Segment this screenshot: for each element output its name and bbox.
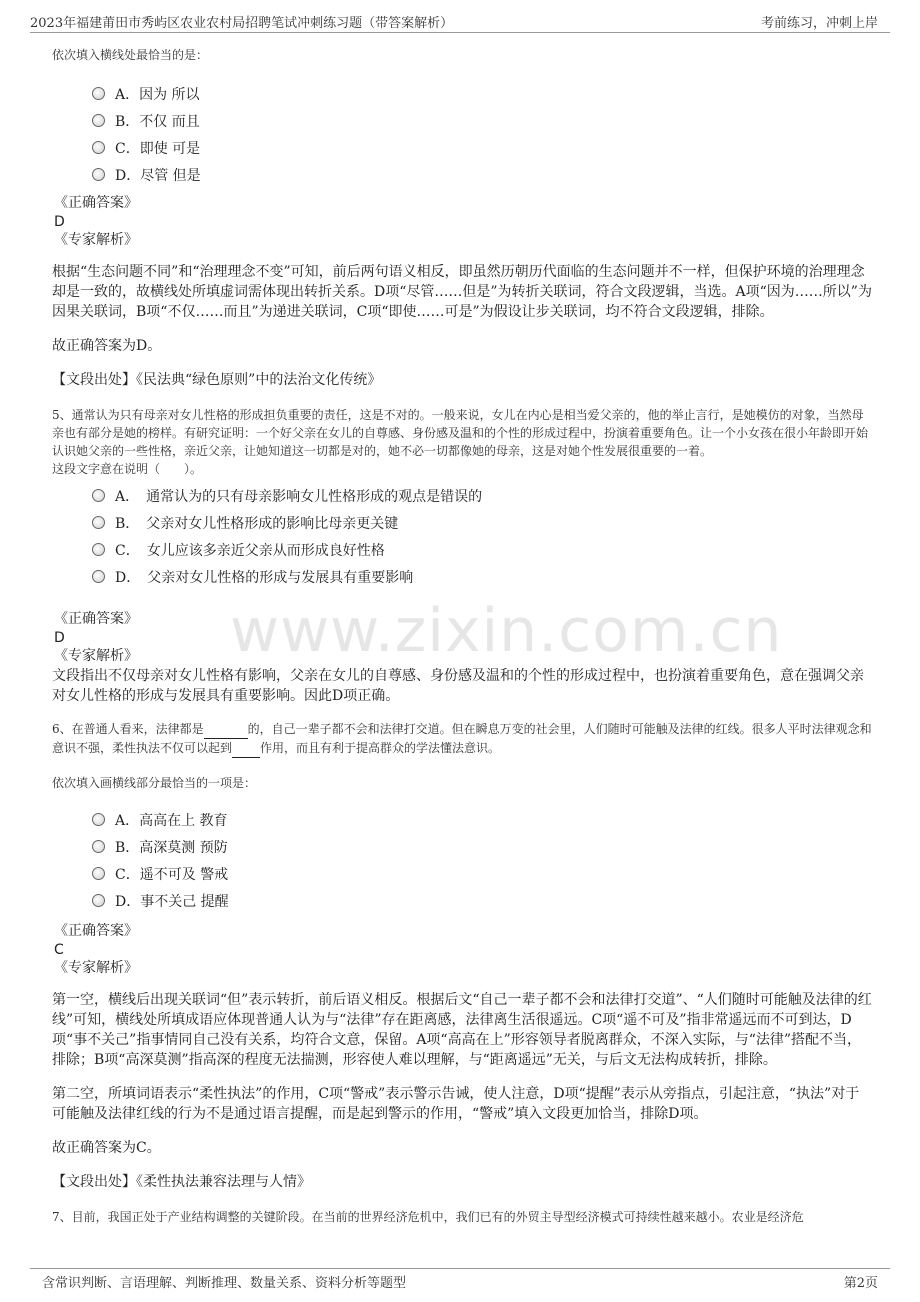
q6-stem-part-1: 6、在普通人看来，法律都是 xyxy=(52,722,204,736)
footer-divider xyxy=(30,1268,890,1269)
q5-answer-label: 《正确答案》 xyxy=(54,611,138,627)
q5-option-a[interactable] xyxy=(52,482,872,509)
q6-option-a[interactable] xyxy=(52,806,872,833)
q6-option-d[interactable] xyxy=(52,887,872,914)
q4-answer: D xyxy=(54,214,65,230)
q6-options xyxy=(52,806,872,914)
option-label: C． 女儿应该多亲近父亲从而形成良好性格 xyxy=(115,542,385,559)
option-label: D． 父亲对女儿性格的形成与发展具有重要影响 xyxy=(115,569,414,586)
header-slogan: 考前练习，冲刺上岸 xyxy=(760,16,878,31)
page-number: 第2页 xyxy=(843,1276,878,1291)
option-label: C．即使 可是 xyxy=(115,140,201,157)
q6-answer-label: 《正确答案》 xyxy=(54,923,138,939)
q4-option-a[interactable] xyxy=(52,80,872,107)
q4-analysis-label: 《专家解析》 xyxy=(54,232,138,248)
watermark: www.zixin.com.cn xyxy=(230,596,783,666)
q6-stem-part-3: 作用，而且有利于提高群众的学法懂法意识。 xyxy=(260,741,501,755)
q4-analysis: 根据“生态问题不同”和“治理理念不变”可知，前后两句语义相反，即虽然历朝历代面临的生态问题并不一样，但保护环境的治理理念却是一致的，故横线处所填虚词需体现出转折关系。D项“尽管……但是”为转折关联词，符合文段逻辑，当选。A项“因为……所以”为因果关联词，B项“不仅……而且”为递进关联词，C项“即使……可是”为假设让步关联词，均不符合文段逻辑，排除。 xyxy=(52,264,872,320)
radio-icon[interactable] xyxy=(92,894,105,907)
radio-icon[interactable] xyxy=(92,168,105,181)
footer-categories: 含常识判断、言语理解、判断推理、数量关系、资料分析等题型 xyxy=(42,1276,407,1291)
q5-options xyxy=(52,482,872,590)
document-title: 2023年福建莆田市秀屿区农业农村局招聘笔试冲刺练习题（带答案解析） xyxy=(30,16,454,31)
radio-icon[interactable] xyxy=(92,543,105,556)
q6-option-b[interactable] xyxy=(52,833,872,860)
q5-answer: D xyxy=(54,630,65,646)
q4-answer-label: 《正确答案》 xyxy=(54,195,138,211)
radio-icon[interactable] xyxy=(92,141,105,154)
radio-icon[interactable] xyxy=(92,114,105,127)
radio-icon[interactable] xyxy=(92,489,105,502)
q7-stem: 7、目前，我国正处于产业结构调整的关键阶段。在当前的世界经济危机中，我们已有的外贸主导型经济模式可持续性越来越小。农业是经济危 xyxy=(52,1210,804,1224)
q6-stem-part-2: 的，自己一辈子都不会和法律打交道。但在瞬息万变的社会里，人们随时可能触及法律的红线。很多人平时法律观念和意识不强，柔性执法不仅可以起到 xyxy=(52,722,872,755)
q5-question: 这段文字意在说明（ ）。 xyxy=(52,462,203,476)
q4-option-d[interactable] xyxy=(52,161,872,188)
q6-answer: C xyxy=(54,942,64,958)
radio-icon[interactable] xyxy=(92,87,105,100)
option-label: D．事不关己 提醒 xyxy=(115,893,229,910)
option-label: A．因为 所以 xyxy=(115,86,200,103)
q4-conclusion: 故正确答案为D。 xyxy=(52,338,162,354)
q5-option-c[interactable] xyxy=(52,536,872,563)
radio-icon[interactable] xyxy=(92,570,105,583)
radio-icon[interactable] xyxy=(92,516,105,529)
q6-blank-2 xyxy=(232,739,260,758)
q4-option-b[interactable] xyxy=(52,107,872,134)
q6-blank-1 xyxy=(204,720,248,739)
option-label: A．高高在上 教育 xyxy=(115,812,228,829)
q6-analysis-2: 第二空，所填词语表示“柔性执法”的作用，C项“警戒”表示警示告诫，使人注意，D项“提醒”表示从旁指点，引起注意，“执法”对于可能触及法律红线的行为不是通过语言提醒，而是起到警示的作用，“警戒”填入文段更加恰当，排除D项。 xyxy=(52,1086,860,1122)
radio-icon[interactable] xyxy=(92,840,105,853)
option-label: B．不仅 而且 xyxy=(115,113,200,130)
option-label: B．高深莫测 预防 xyxy=(115,839,228,856)
q6-instruction: 依次填入画横线部分最恰当的一项是： xyxy=(52,776,257,790)
option-label: B． 父亲对女儿性格形成的影响比母亲更关键 xyxy=(115,515,399,532)
q5-stem: 5、通常认为只有母亲对女儿性格的形成担负重要的责任，这是不对的。一般来说，女儿在内心是相当爱父亲的，他的举止言行，是她模仿的对象，当然母亲也有部分是她的榜样。有研究证明：一个好父亲在女儿的自尊感、身份感及温和的个性的形成过程中，扮演着重要角色。让一个小女孩在很小年龄即开始认识她父亲的一些性格，亲近父亲，让她知道这一切都是对的，她不必一切都像她的母亲，这是对她个性发展很重要的一着。 xyxy=(52,408,869,458)
q6-stem xyxy=(52,720,872,758)
option-label: A． 通常认为的只有母亲影响女儿性格形成的观点是错误的 xyxy=(115,488,483,505)
option-label: C．遥不可及 警戒 xyxy=(115,866,229,883)
q6-analysis-1: 第一空，横线后出现关联词“但”表示转折，前后语义相反。根据后文“自己一辈子都不会和法律打交道”、“人们随时可能触及法律的红线”可知，横线处所填成语应体现普通人认为与“法律”存在距离感，法律离生活很遥远。C项“遥不可及”指非常遥远而不可到达，D项“事不关己”指事情同自己没有关系，均符合文意，保留。A项“高高在上”形容领导者脱离群众，不深入实际，与“法律”搭配不当，排除；B项“高深莫测”指高深的程度无法揣测，形容使人难以理解，与“距离遥远”无关，与后文无法构成转折，排除。 xyxy=(52,992,872,1068)
q6-source: 【文段出处】《柔性执法兼容法理与人情》 xyxy=(52,1174,311,1190)
radio-icon[interactable] xyxy=(92,867,105,880)
q5-option-b[interactable] xyxy=(52,509,872,536)
header-divider xyxy=(30,32,890,33)
q5-analysis: 文段指出不仅母亲对女儿性格有影响，父亲在女儿的自尊感、身份感及温和的个性的形成过程中，也扮演着重要角色，意在强调父亲对女儿性格的形成与发展具有重要影响。因此D项正确。 xyxy=(52,668,864,704)
q6-analysis-label: 《专家解析》 xyxy=(54,960,138,976)
q4-source: 【文段出处】《民法典“绿色原则”中的法治文化传统》 xyxy=(52,372,382,388)
document-body xyxy=(52,40,872,1226)
page-header xyxy=(0,0,920,34)
q4-instruction: 依次填入横线处最恰当的是： xyxy=(52,48,209,62)
radio-icon[interactable] xyxy=(92,813,105,826)
q6-option-c[interactable] xyxy=(52,860,872,887)
q4-option-c[interactable] xyxy=(52,134,872,161)
option-label: D．尽管 但是 xyxy=(115,167,201,184)
q5-analysis-label: 《专家解析》 xyxy=(54,648,138,664)
q4-options xyxy=(52,80,872,188)
q5-option-d[interactable] xyxy=(52,563,872,590)
q6-conclusion: 故正确答案为C。 xyxy=(52,1140,161,1156)
